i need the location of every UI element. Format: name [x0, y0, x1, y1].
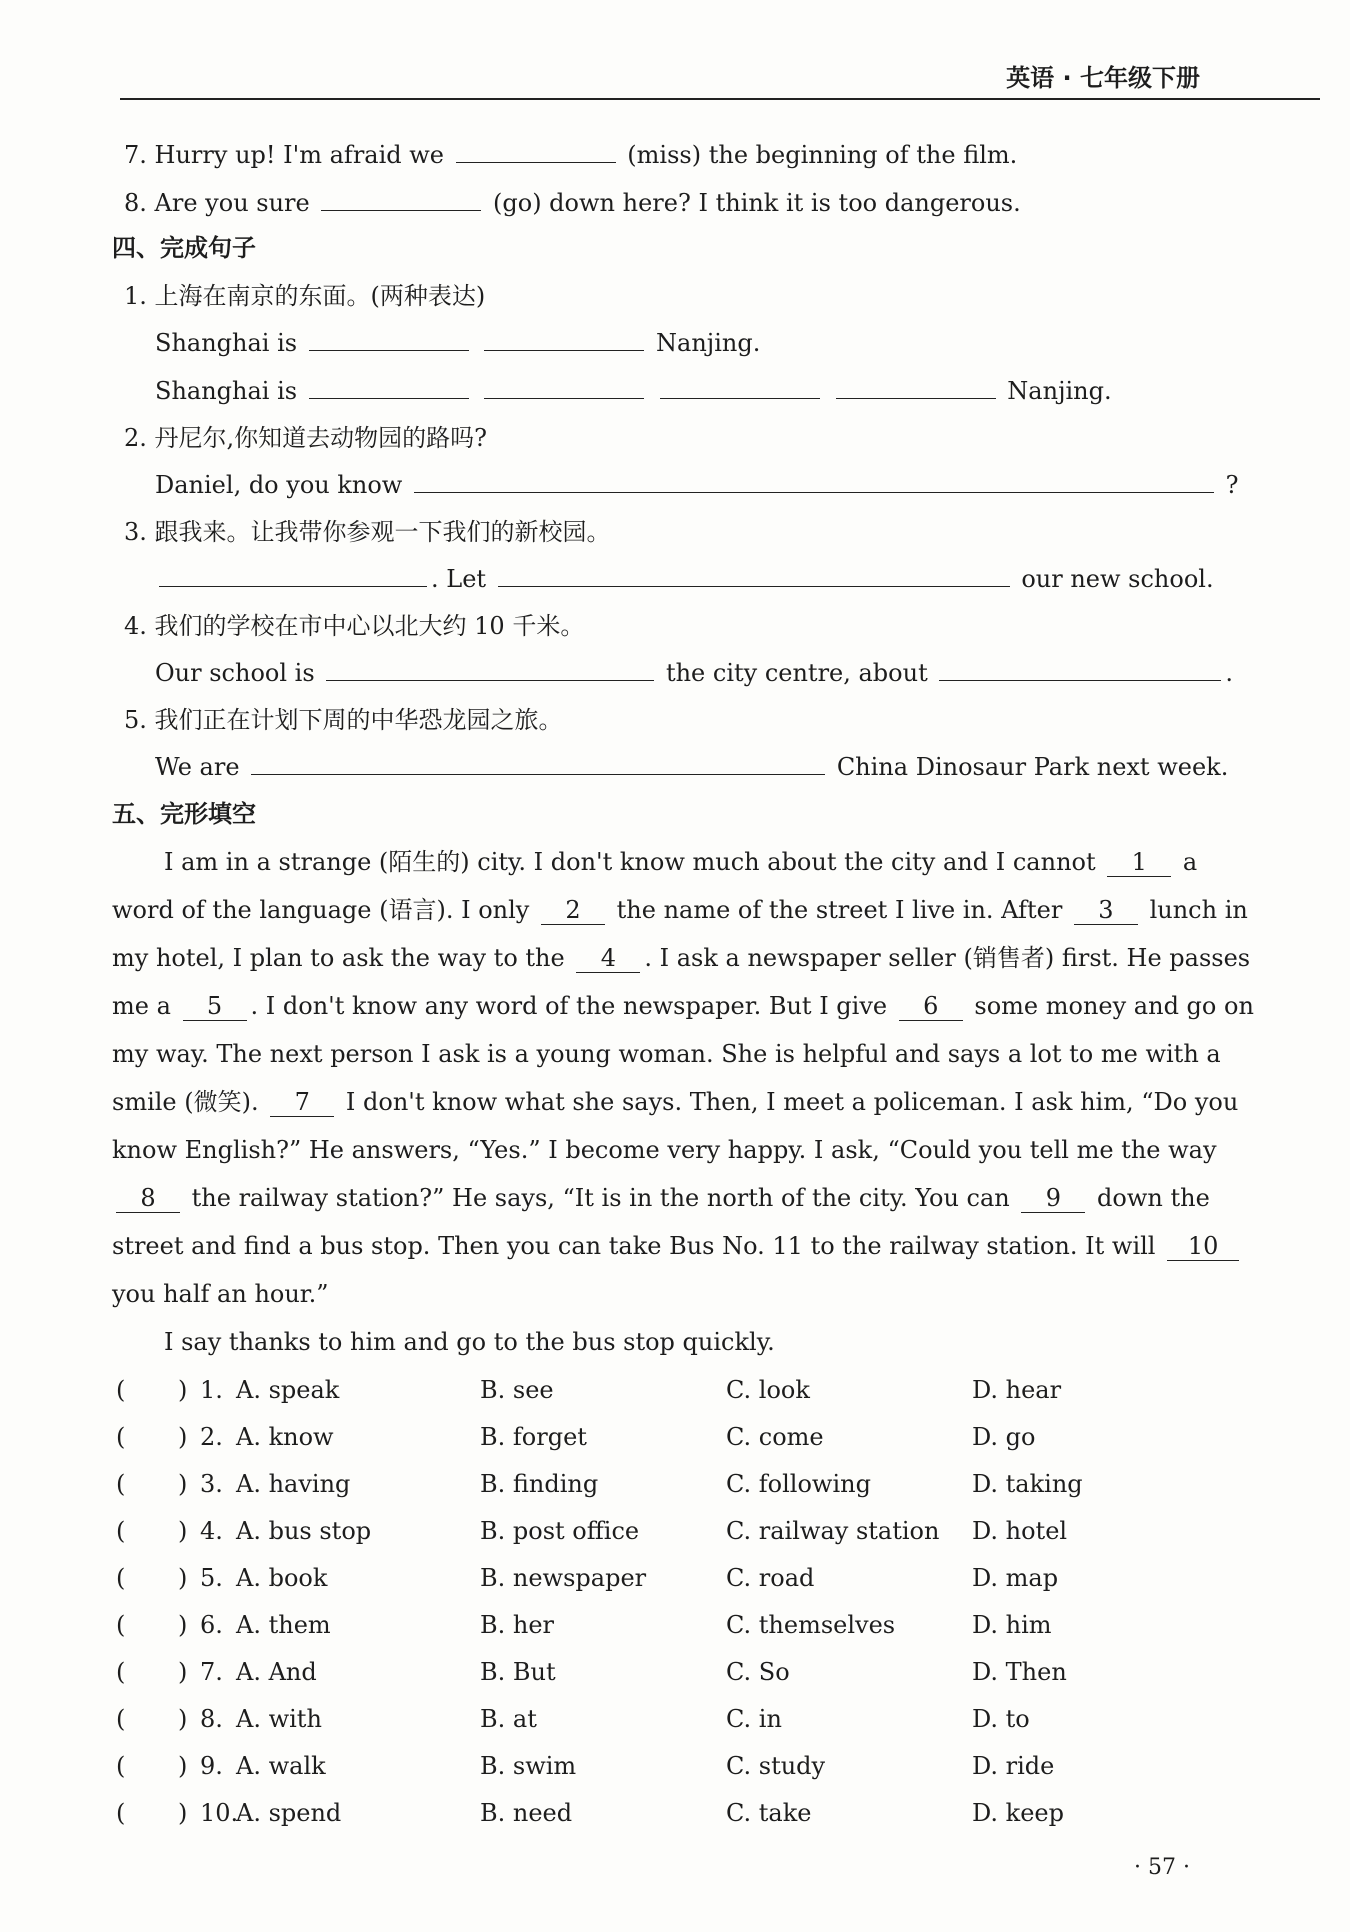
q4-line: Our school is the city centre, about .	[155, 656, 1233, 689]
option-b[interactable]: B. swim	[480, 1752, 577, 1780]
option-d[interactable]: D. keep	[972, 1799, 1064, 1827]
passage-line: word of the language (语言). I only 2 the name of the street I live in. After 3 lunch in	[112, 896, 1248, 924]
question-text: Hurry up! I'm afraid we	[154, 141, 445, 169]
passage-line: I say thanks to him and go to the bus stop quickly.	[164, 1328, 775, 1356]
answer-blank[interactable]	[321, 186, 481, 211]
answer-blank[interactable]	[484, 326, 644, 351]
option-a[interactable]: A. walk	[236, 1752, 326, 1780]
option-c[interactable]: C. in	[726, 1705, 782, 1733]
cloze-blank[interactable]: 3	[1074, 896, 1138, 925]
option-number: 9.	[200, 1752, 223, 1780]
answer-blank[interactable]	[939, 656, 1221, 681]
passage-line: I am in a strange (陌生的) city. I don't know much about the city and I cannot 1 a	[164, 848, 1198, 876]
option-a[interactable]: A. bus stop	[236, 1517, 372, 1545]
option-number: 1.	[200, 1376, 223, 1404]
answer-paren-open: (	[116, 1799, 126, 1827]
answer-paren-close: )	[178, 1611, 188, 1639]
question-text: Are you sure	[154, 189, 310, 217]
question-number: 8.	[124, 189, 147, 217]
cloze-blank[interactable]: 1	[1107, 848, 1171, 877]
answer-blank[interactable]	[456, 138, 616, 163]
q1-line-1: Shanghai is Nanjing.	[155, 326, 760, 359]
page-number: · 57 ·	[1134, 1855, 1190, 1880]
option-c[interactable]: C. come	[726, 1423, 824, 1451]
answer-blank[interactable]	[309, 374, 469, 399]
q3-chinese: 3. 跟我来。让我带你参观一下我们的新校园。	[124, 518, 611, 546]
option-b[interactable]: B. post office	[480, 1517, 640, 1545]
answer-blank[interactable]	[484, 374, 644, 399]
section-heading-5: 五、完形填空	[112, 800, 256, 828]
passage-line: smile (微笑). 7 I don't know what she says. Then, I meet a policeman. I ask him, “Do you	[112, 1088, 1239, 1116]
answer-paren-close: )	[178, 1658, 188, 1686]
option-d[interactable]: D. to	[972, 1705, 1030, 1733]
question-number: 7.	[124, 141, 147, 169]
option-number: 7.	[200, 1658, 223, 1686]
option-d[interactable]: D. him	[972, 1611, 1052, 1639]
answer-blank[interactable]	[251, 750, 825, 775]
q1-chinese: 1. 上海在南京的东面。(两种表达)	[124, 282, 486, 310]
answer-paren-close: )	[178, 1799, 188, 1827]
answer-paren-open: (	[116, 1564, 126, 1592]
option-c[interactable]: C. road	[726, 1564, 815, 1592]
question-text: (go) down here? I think it is too dangerous.	[493, 189, 1021, 217]
answer-paren-close: )	[178, 1705, 188, 1733]
option-a[interactable]: A. speak	[236, 1376, 340, 1404]
option-a[interactable]: A. know	[236, 1423, 334, 1451]
option-c[interactable]: C. themselves	[726, 1611, 896, 1639]
cloze-blank[interactable]: 6	[899, 992, 963, 1021]
q4-chinese: 4. 我们的学校在市中心以北大约 10 千米。	[124, 612, 585, 640]
option-c[interactable]: C. following	[726, 1470, 871, 1498]
option-b[interactable]: B. at	[480, 1705, 537, 1733]
option-number: 4.	[200, 1517, 223, 1545]
option-number: 2.	[200, 1423, 223, 1451]
option-c[interactable]: C. look	[726, 1376, 810, 1404]
option-number: 6.	[200, 1611, 223, 1639]
option-b[interactable]: B. But	[480, 1658, 556, 1686]
answer-paren-close: )	[178, 1752, 188, 1780]
option-b[interactable]: B. forget	[480, 1423, 587, 1451]
option-b[interactable]: B. finding	[480, 1470, 599, 1498]
cloze-blank[interactable]: 10	[1167, 1232, 1239, 1261]
passage-line: street and find a bus stop. Then you can take Bus No. 11 to the railway station. It will 10	[112, 1230, 1243, 1262]
answer-paren-close: )	[178, 1517, 188, 1545]
passage-line: my way. The next person I ask is a young woman. She is helpful and says a lot to me with a	[112, 1040, 1221, 1068]
answer-paren-open: (	[116, 1611, 126, 1639]
option-number: 8.	[200, 1705, 223, 1733]
option-number: 10.	[200, 1799, 239, 1827]
option-d[interactable]: D. hear	[972, 1376, 1062, 1404]
page-header	[120, 58, 1320, 100]
q1-line-2: Shanghai is Nanjing.	[155, 374, 1112, 407]
cloze-blank[interactable]: 5	[183, 992, 247, 1021]
cloze-blank[interactable]: 9	[1021, 1184, 1085, 1213]
question-8	[124, 186, 1021, 219]
q5-line: We are China Dinosaur Park next week.	[155, 750, 1228, 783]
option-c[interactable]: C. So	[726, 1658, 790, 1686]
q3-line: . Let our new school.	[155, 562, 1214, 595]
q5-chinese: 5. 我们正在计划下周的中华恐龙园之旅。	[124, 706, 563, 734]
option-d[interactable]: D. ride	[972, 1752, 1055, 1780]
answer-paren-open: (	[116, 1423, 126, 1451]
option-d[interactable]: D. go	[972, 1423, 1036, 1451]
header-title: 英语 · 七年级下册	[1006, 64, 1200, 92]
answer-blank[interactable]	[498, 562, 1010, 587]
option-a[interactable]: A. And	[236, 1658, 317, 1686]
option-b[interactable]: B. need	[480, 1799, 573, 1827]
answer-blank[interactable]	[414, 468, 1214, 493]
option-c[interactable]: C. take	[726, 1799, 812, 1827]
option-d[interactable]: D. hotel	[972, 1517, 1068, 1545]
option-b[interactable]: B. newspaper	[480, 1564, 647, 1592]
cloze-blank[interactable]: 8	[116, 1184, 180, 1213]
answer-blank[interactable]	[836, 374, 996, 399]
answer-paren-close: )	[178, 1376, 188, 1404]
passage-line: me a 5 . I don't know any word of the newspaper. But I give 6 some money and go on	[112, 992, 1254, 1020]
option-a[interactable]: A. book	[236, 1564, 328, 1592]
answer-blank[interactable]	[660, 374, 820, 399]
question-text: (miss) the beginning of the film.	[627, 141, 1018, 169]
option-d[interactable]: D. map	[972, 1564, 1059, 1592]
answer-blank[interactable]	[309, 326, 469, 351]
option-number: 3.	[200, 1470, 223, 1498]
cloze-blank[interactable]: 4	[576, 944, 640, 973]
answer-blank[interactable]	[159, 562, 427, 587]
question-7	[124, 138, 1017, 171]
answer-paren-open: (	[116, 1705, 126, 1733]
passage-line: my hotel, I plan to ask the way to the 4 . I ask a newspaper seller (销售者) first. He passes	[112, 944, 1251, 972]
section-heading-4: 四、完成句子	[112, 234, 256, 262]
option-c[interactable]: C. railway station	[726, 1517, 940, 1545]
option-d[interactable]: D. Then	[972, 1658, 1067, 1686]
answer-paren-close: )	[178, 1564, 188, 1592]
answer-paren-open: (	[116, 1752, 126, 1780]
passage-line: you half an hour.”	[112, 1280, 329, 1308]
q2-chinese: 2. 丹尼尔,你知道去动物园的路吗?	[124, 424, 488, 452]
option-a[interactable]: A. spend	[236, 1799, 342, 1827]
option-a[interactable]: A. them	[236, 1611, 331, 1639]
option-c[interactable]: C. study	[726, 1752, 826, 1780]
option-d[interactable]: D. taking	[972, 1470, 1083, 1498]
answer-paren-open: (	[116, 1376, 126, 1404]
answer-blank[interactable]	[326, 656, 654, 681]
q2-line: Daniel, do you know ?	[155, 468, 1239, 501]
cloze-blank[interactable]: 7	[270, 1088, 334, 1117]
answer-paren-open: (	[116, 1517, 126, 1545]
passage-line: 8 the railway station?” He says, “It is in the north of the city. You can 9 down the	[112, 1182, 1210, 1214]
answer-paren-close: )	[178, 1470, 188, 1498]
option-b[interactable]: B. her	[480, 1611, 555, 1639]
option-number: 5.	[200, 1564, 223, 1592]
passage-line: know English?” He answers, “Yes.” I become very happy. I ask, “Could you tell me the way	[112, 1136, 1217, 1164]
option-a[interactable]: A. having	[236, 1470, 351, 1498]
answer-paren-close: )	[178, 1423, 188, 1451]
option-b[interactable]: B. see	[480, 1376, 554, 1404]
cloze-blank[interactable]: 2	[541, 896, 605, 925]
answer-paren-open: (	[116, 1658, 126, 1686]
option-a[interactable]: A. with	[236, 1705, 322, 1733]
answer-paren-open: (	[116, 1470, 126, 1498]
